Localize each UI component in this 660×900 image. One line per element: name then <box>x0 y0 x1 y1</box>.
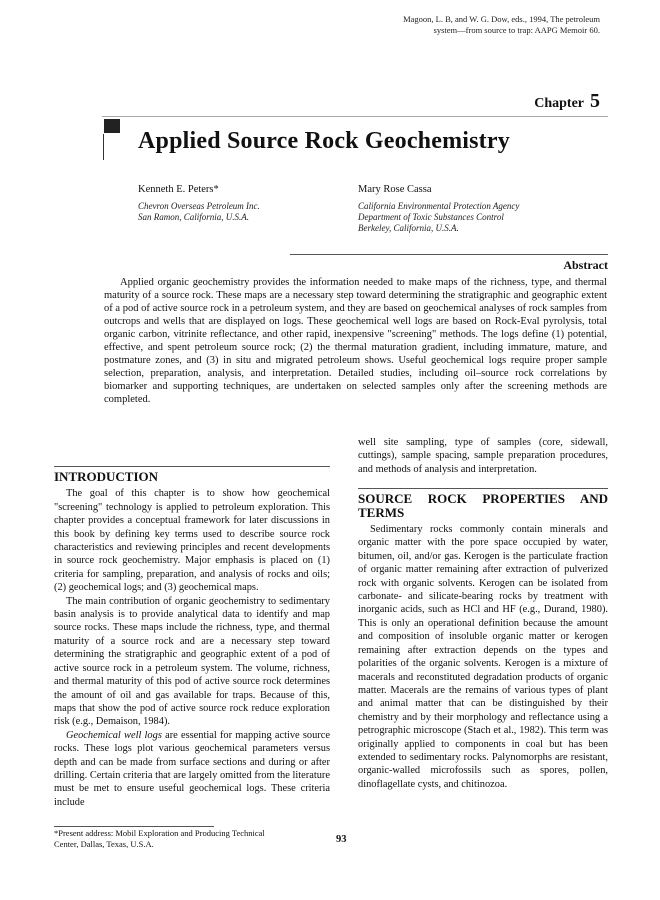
section-rule <box>358 488 608 489</box>
source-rock-heading: SOURCE ROCK PROPERTIES AND TERMS <box>358 491 608 520</box>
citation <box>300 14 600 36</box>
affiliation-line: California Environmental Protection Agency <box>358 201 520 211</box>
abstract-rule <box>290 254 608 255</box>
column-right <box>358 436 608 791</box>
source-rock-paragraph-1: Sedimentary rocks commonly contain minerals and organic matter with the pore space occupied by water, bitumen, oil, and/or gas. Kerogen is the particulate fraction of organic matter remaining after extraction of pulverized rock with organic solvents. Kerogen can be isolated from carbonate- and silicate-bearing rocks by treatment with inorganic acids, such as HCl and HF (e.g., Durand, 1980). This is only an operational definition because the amount and composition of insoluble organic matter or kerogen remaining after extraction depends on the types and polarities of the organic solvents. Kerogen is a mixture of macerals and reconstituted degradation products of organic matter. Macerals are the remains of various types of plant and animal matter that can be distinguished by their chemistry and by their morphology and reflectance using a petrographic microscope (Stach et al., 1982). This term was originally applied to components in coal but has been extended to sedimentary rocks. Palynomorphs are resistant, organic-walled microfossils such as spores, pollen, dinoflagellate cysts, and chitinozoa. <box>358 524 608 790</box>
header-rule <box>102 116 608 117</box>
chapter-label <box>470 90 600 113</box>
title-side-rule <box>103 134 104 160</box>
author-affiliation <box>138 201 338 223</box>
abstract-text: Applied organic geochemistry provides the information needed to make maps of the richness, type, and thermal maturity of a source rock. These maps are a necessary step toward determining the stratigraphic and geographic extent of a pod of active source rock in a petroleum system, and they are based on geochemical analyses of rock samples from outcrops and wells that are displayed on logs. These geochemical well logs are based on Rock-Eval pyrolysis, total organic carbon, vitrinite reflectance, and other rapid, inexpensive "screening" methods. The logs define (1) potential, effective, and spent petroleum source rock; (2) the thermal maturation gradient, including immature, mature, and postmature zones, and (3) in situ and migrated petroleum shows. Useful geochemical logs require proper sample selection, preparation, analysis, and interpretation. Detailed studies, including oil–source rock correlations by biomarker and supporting techniques, are undertaken on selected samples only after the screening methods are completed. <box>104 277 607 405</box>
term-geochemical-well-logs: Geochemical well logs <box>66 729 162 741</box>
footnote-rule <box>54 826 214 827</box>
continued-paragraph: well site sampling, type of samples (core, sidewall, cuttings), sample spacing, sample preparation procedures, and methods of analysis and interpretation. <box>358 437 608 475</box>
citation-line-2: system—from source to trap: AAPG Memoir 60. <box>433 25 600 35</box>
affiliation-line: Department of Toxic Substances Control <box>358 212 504 222</box>
author-block-1 <box>138 184 338 223</box>
affiliation-line: San Ramon, California, U.S.A. <box>138 212 250 222</box>
paragraph-text: are essential for mapping active source rocks. These logs plot various geochemical parameters versus depth and can be made from surface sections and during or after drilling. Certain criteria that are largely omitted from the literature must be met to ensure useful geochemical logs. These criteria include <box>54 729 330 808</box>
author-block-2 <box>358 184 598 234</box>
publisher-mark-icon <box>104 119 120 133</box>
introduction-paragraph-2: The main contribution of organic geochemistry to sedimentary basin analysis is to provide analytical data to identify and map source rocks. These maps include the richness, type, and thermal maturity of a source rock and are a necessary step toward determining the stratigraphic and geographic extent of a pod of active source rock in a petroleum system. The volume, richness, and thermal maturity of this pod of active source rock determines the amount of oil and gas available for traps. Because of this, maps that show the pod of active source rock reduce exploration risk (e.g., Demaison, 1984). <box>54 595 330 728</box>
citation-line-1: Magoon, L. B, and W. G. Dow, eds., 1994, The petroleum <box>403 14 600 24</box>
introduction-paragraph-3 <box>54 729 330 809</box>
chapter-number: 5 <box>590 90 600 112</box>
introduction-paragraph-1: The goal of this chapter is to show how geochemical "screening" technology is applied to petroleum exploration. This chapter provides a conceptual framework for later discussions in this book by defining key terms used to describe source rock characteristics and reviewing principles and recent developments in source rock geochemistry. Major emphasis is placed on (1) criteria for sampling, preparation, and analysis of rocks and oils; (2) geochemical logs; and (3) geochemical maps. <box>54 488 330 594</box>
abstract-heading: Abstract <box>563 258 608 272</box>
affiliation-line: Berkeley, California, U.S.A. <box>358 223 459 233</box>
footnote-line: *Present address: Mobil Exploration and Producing Technical <box>54 828 265 838</box>
affiliation-line: Chevron Overseas Petroleum Inc. <box>138 201 260 211</box>
footnote-line: Center, Dallas, Texas, U.S.A. <box>54 838 154 849</box>
section-rule <box>54 466 330 467</box>
introduction-heading: INTRODUCTION <box>54 469 159 484</box>
column-left <box>54 466 330 809</box>
author-name: Mary Rose Cassa <box>358 184 432 195</box>
chapter-word: Chapter <box>534 96 584 111</box>
page-number: 93 <box>336 834 347 845</box>
author-affiliation <box>358 201 598 234</box>
footnote <box>54 828 344 849</box>
author-name: Kenneth E. Peters* <box>138 184 219 195</box>
page-title: Applied Source Rock Geochemistry <box>138 128 510 154</box>
